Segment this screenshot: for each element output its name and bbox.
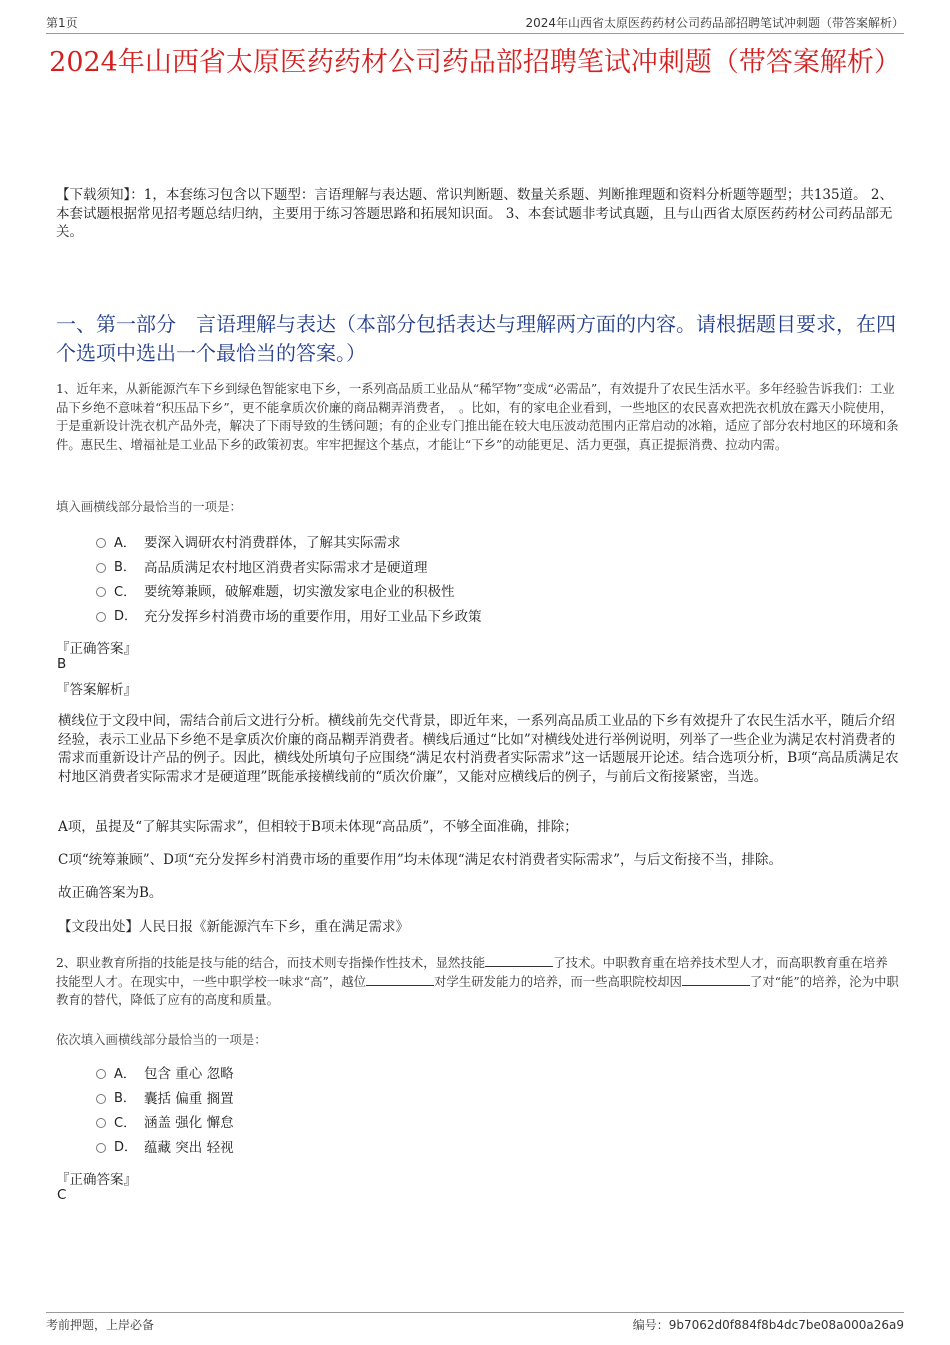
radio-icon[interactable]: [96, 1118, 106, 1128]
question-2-options: [96, 1060, 234, 1158]
answer-value: B: [57, 656, 67, 672]
page-footer: [46, 1312, 904, 1334]
question-2-text-part: 了对“能”的培养，沦为中职教育的替代，降低了应有的高度和质量。: [56, 973, 899, 1007]
radio-icon[interactable]: [96, 1143, 106, 1153]
radio-icon[interactable]: [96, 1094, 106, 1104]
radio-icon[interactable]: [96, 563, 106, 573]
download-notice: 【下载须知】：1，本套练习包含以下题型：言语理解与表达题、常识判断题、数量关系题、判断推理题和资料分析题等题型；共135道。 2、本套试题根据常见招考题总结归纳，主要用于练习答题思路和拓展知识面。 3、本套试题非考试真题，且与山西省太原医药药材公司药品部无关。: [56, 187, 893, 240]
option-c[interactable]: [96, 578, 482, 603]
option-text: 充分发挥乡村消费市场的重要作用，用好工业品下乡政策: [144, 608, 482, 625]
option-letter: D．: [114, 1140, 138, 1156]
question-1-text: 1、近年来，从新能源汽车下乡到绿色智能家电下乡，一系列高品质工业品从“稀罕物”变成“必需品”，有效提升了农民生活水平。多年经验告诉我们：工业品下乡绝不意味着“积压品下乡”，更不能拿质次价廉的商品糊弄消费者， 。比如，有的家电企业看到，一些地区的农民喜欢把洗衣机放在露天小院使用，于是重新设计洗衣机产品外壳，解决了下雨导致的生锈问题；有的企业专门推出能在较大电压波动范围内正常启动的冰箱，适应了部分农村地区的环境和条件。惠民生、增福祉是工业品下乡的政策初衷。牢牢把握这个基点，才能让“下乡”的动能更足、活力更强，真正提振消费、拉动内需。: [56, 381, 899, 452]
fill-blank: [366, 974, 434, 986]
option-text: 高品质满足农村地区消费者实际需求才是硬道理: [144, 559, 428, 576]
option-letter: A．: [114, 535, 136, 551]
option-d[interactable]: [96, 603, 482, 628]
footer-code-wrap: [633, 1316, 904, 1334]
option-letter: B．: [114, 1091, 136, 1107]
question-2-text: [56, 954, 900, 1010]
question-1-options: [96, 529, 482, 627]
option-letter: C．: [114, 1115, 137, 1131]
option-b[interactable]: [96, 554, 482, 579]
footer-code-label: 编号：: [632, 1318, 669, 1332]
question-2-text-part: 2、职业教育所指的技能是技与能的结合，而技术则专指操作性技术，显然技能: [56, 955, 486, 970]
question-2-text-part: 对学生研发能力的培养，而一些高职院校却因: [434, 973, 682, 989]
footer-code: 9b7062d0f884f8b4dc7be08a000a26a9: [668, 1318, 904, 1332]
answer-value: C: [57, 1187, 67, 1203]
answer-label: 『正确答案』: [56, 641, 137, 657]
option-text: 要深入调研农村消费群体，了解其实际需求: [144, 535, 401, 552]
radio-icon[interactable]: [96, 1069, 106, 1079]
question-2-text-part: 了技术。中职教育重在培养技术型人才，而高职教育重在培养技能型人才。在现实中，一些中职学校一味求“高”，越位: [56, 955, 888, 989]
option-letter: A．: [114, 1066, 136, 1082]
option-text: 涵盖 强化 懈怠: [144, 1115, 234, 1132]
analysis-paragraph: 故正确答案为B。: [58, 885, 163, 901]
option-a[interactable]: [96, 1060, 234, 1085]
analysis-paragraph: 横线位于文段中间，需结合前后文进行分析。横线前先交代背景，即近年来，一系列高品质工业品的下乡有效提升了农民生活水平，随后介绍经验，表示工业品下乡绝不是拿质次价廉的商品糊弄消费者。横线后通过“比如”对横线处进行举例说明，列举了一些企业为满足农村消费者的需求而重新设计产品的例子。因此，横线处所填句子应围绕“满足农村消费者实际需求”这一话题展开论述。结合选项分析，B项“高品质满足农村地区消费者实际需求才是硬道理”既能承接横线前的“质次价廉”，又能对应横线后的例子，与前后文衔接紧密，当选。: [58, 713, 899, 785]
radio-icon[interactable]: [96, 538, 106, 548]
footer-slogan: 考前押题，上岸必备: [46, 1318, 155, 1332]
analysis-label: 『答案解析』: [56, 682, 137, 698]
analysis-paragraph: C项“统筹兼顾”、D项“充分发挥乡村消费市场的重要作用”均未体现“满足农村消费者实际需求”，与后文衔接不当，排除。: [58, 852, 783, 868]
fill-blank: [485, 955, 553, 967]
option-text: 囊括 偏重 搁置: [144, 1090, 234, 1107]
option-letter: D．: [114, 609, 138, 625]
option-c[interactable]: [96, 1109, 234, 1134]
option-letter: B．: [114, 560, 136, 576]
question-1-instruction: 填入画横线部分最恰当的一项是：: [56, 499, 242, 514]
page-header: [46, 14, 904, 34]
page-number: 第1页: [46, 16, 78, 30]
answer-label: 『正确答案』: [56, 1172, 137, 1188]
section-heading: 一、第一部分 言语理解与表达（本部分包括表达与理解两方面的内容。请根据题目要求，在四个选项中选出一个最恰当的答案。）: [56, 312, 896, 365]
fill-blank: [682, 974, 750, 986]
analysis-paragraph: A项，虽提及“了解其实际需求”，但相较于B项未体现“高品质”，不够全面准确，排除；: [58, 819, 578, 835]
option-text: 要统筹兼顾，破解难题，切实激发家电企业的积极性: [144, 584, 455, 601]
option-text: 蕴藏 突出 轻视: [144, 1139, 234, 1156]
option-text: 包含 重心 忽略: [144, 1066, 234, 1083]
option-a[interactable]: [96, 529, 482, 554]
option-letter: C．: [114, 584, 137, 600]
header-doc-title: 2024年山西省太原医药药材公司药品部招聘笔试冲刺题（带答案解析）: [525, 16, 904, 30]
document-title: 2024年山西省太原医药药材公司药品部招聘笔试冲刺题（带答案解析）: [49, 47, 901, 78]
question-2-instruction: 依次填入画横线部分最恰当的一项是：: [56, 1032, 267, 1047]
radio-icon[interactable]: [96, 587, 106, 597]
radio-icon[interactable]: [96, 612, 106, 622]
source-citation: 【文段出处】人民日报《新能源汽车下乡，重在满足需求》: [58, 919, 409, 935]
option-b[interactable]: [96, 1085, 234, 1110]
option-d[interactable]: [96, 1134, 234, 1159]
